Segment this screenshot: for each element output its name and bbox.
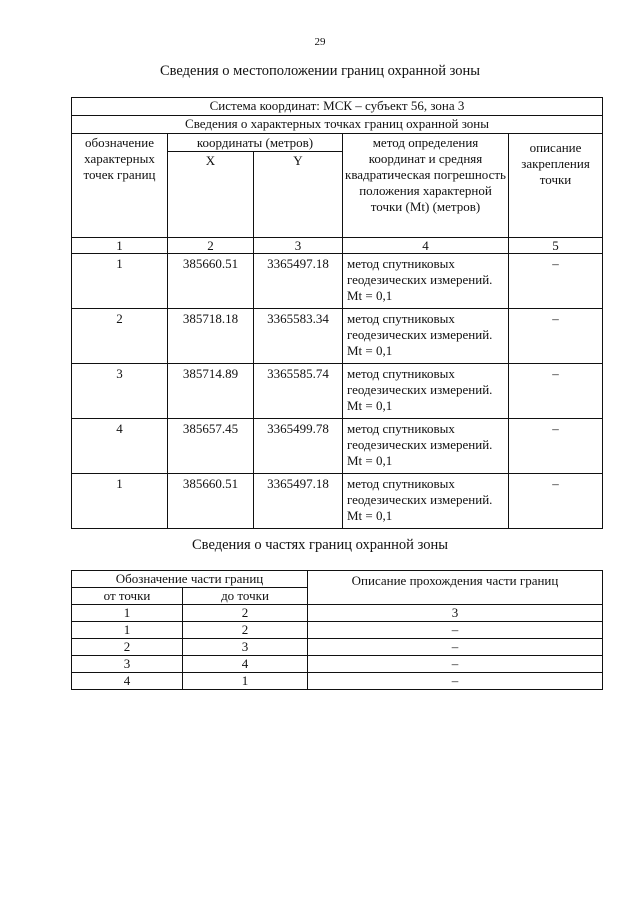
- column-number: 5: [509, 238, 603, 254]
- header-designation: Обозначение части границ: [72, 571, 308, 588]
- coord-x: 385718.18: [168, 309, 254, 364]
- coord-y: 3365585.74: [254, 364, 343, 419]
- point-description: –: [509, 254, 603, 309]
- header-coordinates: координаты (метров): [168, 134, 343, 152]
- table-row: [72, 622, 603, 639]
- table-row: [72, 605, 603, 622]
- coordinate-system-cell: Система координат: МСК – субъект 56, зона 3: [72, 98, 603, 116]
- point-description: –: [509, 364, 603, 419]
- to-point: 3: [183, 639, 308, 656]
- points-table: [71, 97, 603, 529]
- point-number: 3: [72, 364, 168, 419]
- from-point: 1: [72, 605, 183, 622]
- coord-x: 385660.51: [168, 254, 254, 309]
- coord-y: 3365499.78: [254, 419, 343, 474]
- part-description: 3: [308, 605, 603, 622]
- coord-y: 3365497.18: [254, 474, 343, 529]
- method: метод спутниковых геодезических измерений. Mt = 0,1: [343, 419, 509, 474]
- table-row: [72, 419, 603, 474]
- to-point: 4: [183, 656, 308, 673]
- from-point: 2: [72, 639, 183, 656]
- to-point: 2: [183, 622, 308, 639]
- table-row: [72, 639, 603, 656]
- part-description: –: [308, 622, 603, 639]
- column-number: 1: [72, 238, 168, 254]
- point-description: –: [509, 309, 603, 364]
- coordinate-system-row: [72, 98, 603, 116]
- point-number: 4: [72, 419, 168, 474]
- point-number: 2: [72, 309, 168, 364]
- column-number: 2: [168, 238, 254, 254]
- coord-x: 385657.45: [168, 419, 254, 474]
- header-row: [72, 134, 603, 152]
- method: метод спутниковых геодезических измерений. Mt = 0,1: [343, 254, 509, 309]
- table-row: [72, 673, 603, 690]
- coord-y: 3365583.34: [254, 309, 343, 364]
- column-number: 3: [254, 238, 343, 254]
- header-designation: обозначение характерных точек границ: [72, 134, 168, 238]
- page-title: Сведения о местоположении границ охранной зоны: [159, 63, 480, 79]
- table-row: [72, 309, 603, 364]
- header-row: [72, 571, 603, 588]
- table-row: [72, 364, 603, 419]
- section-title: Сведения о частях границ охранной зоны: [192, 537, 448, 553]
- to-point: 2: [183, 605, 308, 622]
- section-row: [72, 116, 603, 134]
- from-point: 3: [72, 656, 183, 673]
- part-description: –: [308, 656, 603, 673]
- table-row: [72, 656, 603, 673]
- method: метод спутниковых геодезических измерений. Mt = 0,1: [343, 364, 509, 419]
- part-description: –: [308, 673, 603, 690]
- point-number: 1: [72, 254, 168, 309]
- coord-x: 385660.51: [168, 474, 254, 529]
- point-number: 1: [72, 474, 168, 529]
- header-to: до точки: [183, 588, 308, 605]
- from-point: 1: [72, 622, 183, 639]
- coord-x: 385714.89: [168, 364, 254, 419]
- column-number: 4: [343, 238, 509, 254]
- table-row: [72, 474, 603, 529]
- section-cell: Сведения о характерных точках границ охранной зоны: [72, 116, 603, 134]
- header-from: от точки: [72, 588, 183, 605]
- part-description: –: [308, 639, 603, 656]
- method: метод спутниковых геодезических измерений. Mt = 0,1: [343, 474, 509, 529]
- header-method: метод определения координат и средняя квадратическая погрешность положения характерной точки (Mt) (метров): [343, 134, 509, 238]
- to-point: 1: [183, 673, 308, 690]
- table-row: [72, 254, 603, 309]
- header-x: X: [168, 152, 254, 238]
- point-description: –: [509, 474, 603, 529]
- coord-y: 3365497.18: [254, 254, 343, 309]
- from-point: 4: [72, 673, 183, 690]
- point-description: –: [509, 419, 603, 474]
- header-description: описание закрепления точки: [509, 134, 603, 238]
- header-y: Y: [254, 152, 343, 238]
- boundary-parts-table: [71, 570, 603, 690]
- column-number-row: [72, 238, 603, 254]
- header-description: Описание прохождения части границ: [308, 571, 603, 605]
- page-number: 29: [314, 36, 326, 48]
- method: метод спутниковых геодезических измерений. Mt = 0,1: [343, 309, 509, 364]
